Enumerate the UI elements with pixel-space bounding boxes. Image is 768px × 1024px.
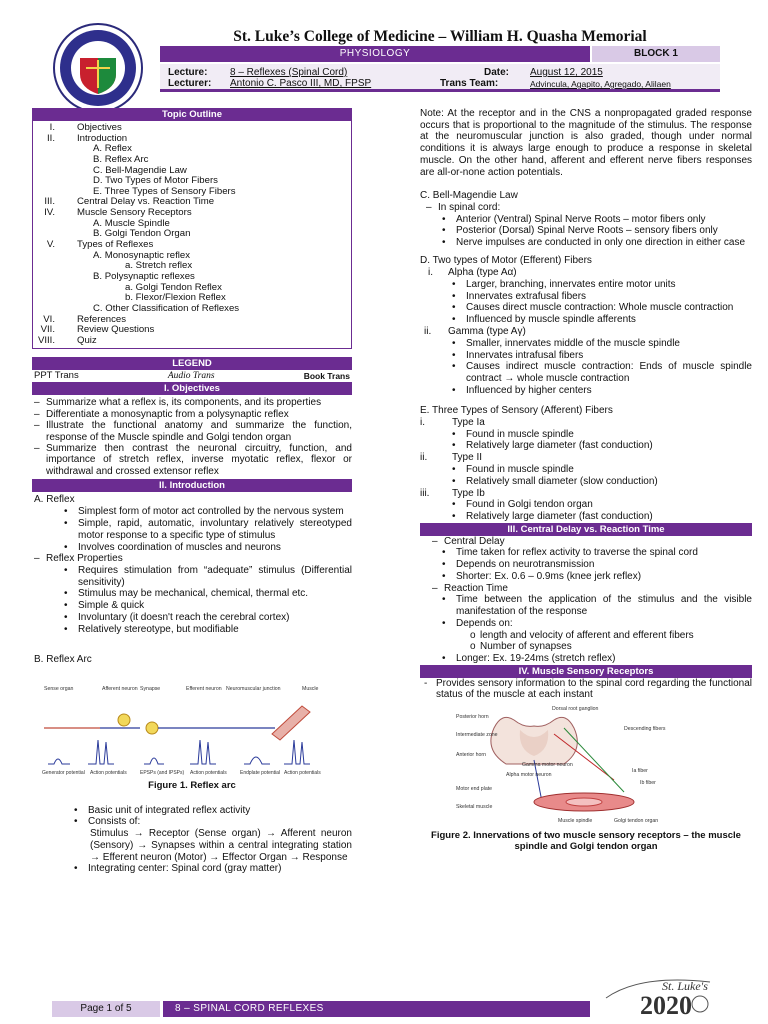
dash-marker: – <box>34 397 40 409</box>
bullet-marker: • <box>64 588 68 600</box>
bullet-marker: • <box>64 623 68 635</box>
sensory-fibers-heading: E. Three Types of Sensory (Afferent) Fibers <box>420 404 613 416</box>
muscle-receptors-label: Skeletal muscle <box>456 803 493 810</box>
bullet-item <box>420 571 752 583</box>
bullet-text: Shorter: Ex. 0.6 – 0.9ms (knee jerk reflex) <box>456 570 642 582</box>
lecture-value: 8 – Reflexes (Spinal Cord) <box>230 67 348 78</box>
bullet-marker: • <box>452 463 456 475</box>
rt-sub-2: o Number of synapses <box>470 641 572 653</box>
outline-item-text: C. Other Classification of Reflexes <box>93 302 240 314</box>
outline-item <box>37 336 351 347</box>
lecture-info <box>160 64 720 92</box>
outline-item-number <box>37 261 77 272</box>
bullet-text: Relatively large diameter (fast conduction) <box>466 511 653 523</box>
outline-item-number: V. <box>46 239 55 251</box>
outline-item <box>37 155 351 166</box>
dash-text: Differentiate a monosynaptic from a polysynaptic reflex <box>46 408 289 420</box>
date-value: August 12, 2015 <box>530 67 603 78</box>
bullet-item <box>420 429 752 441</box>
muscle-receptors-label: Ib fiber <box>640 779 656 786</box>
college-seal-logo <box>52 22 144 114</box>
bullet-item <box>420 279 752 291</box>
introduction-title: II. Introduction <box>32 479 352 492</box>
bullet-marker: • <box>442 237 446 249</box>
dash-item <box>32 420 352 443</box>
batch-2020-logo <box>600 968 718 1020</box>
bullet-text: Influenced by higher centers <box>466 384 592 396</box>
bullet-text: Influenced by muscle spindle afferents <box>466 314 636 326</box>
bullet-text: Innervates intrafusal fibers <box>466 349 584 361</box>
bullet-text: Innervates extrafusal fibers <box>466 290 587 302</box>
right-column <box>420 108 752 852</box>
outline-item-text: a. Golgi Tendon Reflex <box>125 281 222 293</box>
outline-item-text: Muscle Sensory Receptors <box>77 207 192 219</box>
reflex-arc-bottom-label: Endplate potential <box>240 769 281 776</box>
outline-item-text: A. Muscle Spindle <box>93 217 170 229</box>
footer-title: 8 – SPINAL CORD REFLEXES <box>163 1001 590 1017</box>
team-value: Advincula, Agapito, Agregado, Alilaen <box>530 79 671 89</box>
outline-item-text: C. Bell-Magendie Law <box>93 164 187 176</box>
outline-item <box>37 134 351 145</box>
reflex-list <box>32 506 352 553</box>
bullet-item <box>420 476 752 488</box>
bullet-item <box>420 314 752 326</box>
lecture-label: Lecture: <box>168 67 208 78</box>
college-name: St. Luke’s College of Medicine – William H. Quasha Memorial <box>233 28 647 45</box>
outline-item <box>37 240 351 251</box>
ib-list <box>420 499 752 523</box>
bullet-marker: • <box>442 547 446 559</box>
outline-item-number <box>37 272 77 283</box>
outline-item-number <box>37 166 77 177</box>
outline-item-number <box>37 304 77 315</box>
bullet-marker: • <box>64 600 68 612</box>
bullet-item <box>420 214 752 226</box>
dash-marker: – <box>34 408 40 420</box>
ia-heading-row: i. Type Ia <box>420 416 485 428</box>
outline-item-text: D. Two Types of Motor Fibers <box>93 175 218 187</box>
muscle-receptors-label: Anterior horn <box>456 751 486 758</box>
bullet-item <box>420 464 752 476</box>
outline-item-number: I. <box>49 122 55 133</box>
rt-heading-row: – Reaction Time <box>432 582 508 594</box>
bullet-text: Relatively small diameter (slow conduction) <box>466 475 658 487</box>
receptors-row: - Provides sensory information to the spinal cord regarding the functional status of the muscle at each instant <box>424 677 752 701</box>
outline-item-text: Introduction <box>77 132 128 144</box>
bullet-text: Simplest form of motor act controlled by the nervous system <box>78 506 344 518</box>
muscle-receptors-label: Muscle spindle <box>558 817 593 824</box>
bullet-text: Relatively large diameter (fast conduction) <box>466 440 653 452</box>
outline-item-text: B. Reflex Arc <box>93 153 149 165</box>
bullet-item <box>420 291 752 303</box>
outline-item-text: Types of Reflexes <box>77 239 154 251</box>
outline-item-number <box>37 251 77 262</box>
bullet-marker: • <box>442 594 446 606</box>
bullet-item <box>32 624 352 636</box>
figure-muscle-receptors <box>454 704 704 828</box>
bullet-marker: • <box>452 361 456 373</box>
outline-item-number <box>37 176 77 187</box>
outline-item-number: VII. <box>40 324 55 336</box>
topic-outline-title: Topic Outline <box>32 108 352 121</box>
figure1-caption: Figure 1. Reflex arc <box>148 779 236 791</box>
outline-item-number <box>37 155 77 166</box>
outline-item-text: B. Golgi Tendon Organ <box>93 228 191 240</box>
outline-item-number: IV. <box>44 207 55 219</box>
muscle-receptors-label: Intermediate zone <box>456 731 498 738</box>
dash-text: Summarize what a reflex is, its components, and its properties <box>46 397 322 409</box>
page-number: Page 1 of 5 <box>52 1001 160 1017</box>
bullet-item <box>420 225 752 237</box>
outline-item-number: VI. <box>43 313 55 325</box>
outline-item <box>37 219 351 230</box>
bullet-text: Involves coordination of muscles and neurons <box>78 541 281 553</box>
muscle-receptors-label: Posterior horn <box>456 713 489 720</box>
bullet-text: Larger, branching, innervates entire motor units <box>466 278 676 290</box>
bullet-text: Relatively stereotype, but modifiable <box>78 623 239 635</box>
muscle-receptors-label: Descending fibers <box>624 725 666 732</box>
bullet-item <box>32 565 352 589</box>
figure2-caption: Figure 2. Innervations of two muscle sensory receptors – the muscle spindle and Golgi tendon organ <box>431 829 741 852</box>
team-label: Trans Team: <box>440 78 499 89</box>
muscle-receptors-label: Motor end plate <box>456 785 493 792</box>
outline-item <box>37 208 351 219</box>
bullet-text: Posterior (Dorsal) Spinal Nerve Roots – sensory fibers only <box>456 225 718 237</box>
outline-item-number: VIII. <box>37 334 55 346</box>
legend-row <box>32 370 352 382</box>
bullet-marker: • <box>64 541 68 553</box>
bullet-item <box>420 361 752 385</box>
bullet-text: Found in muscle spindle <box>466 428 574 440</box>
outline-item-text: B. Polysynaptic reflexes <box>93 270 195 282</box>
props-list <box>32 565 352 636</box>
bullet-item <box>420 237 752 249</box>
legend-title: LEGEND <box>32 357 352 370</box>
date-label: Date: <box>484 67 510 78</box>
bullet-text: Simple, rapid, automatic, involuntary relatively stereotyped motor response to a specific type of stimulus <box>78 518 352 541</box>
outline-item-number <box>37 187 77 198</box>
footer-logo-text: St. Luke's <box>662 979 708 993</box>
bullet-marker: • <box>452 440 456 452</box>
bullet-marker: • <box>452 511 456 523</box>
bullet-text: Nerve impulses are conducted in only one direction in either case <box>456 237 746 249</box>
bullet-marker: • <box>452 384 456 396</box>
ii-heading-row: ii. Type II <box>420 452 483 464</box>
bullet-marker: • <box>64 564 68 576</box>
bullet-text: Causes direct muscle contraction: Whole muscle contraction <box>466 302 734 314</box>
muscle-receptors-label: Ia fiber <box>632 767 648 774</box>
dash-item <box>32 397 352 408</box>
props-heading: Reflex Properties <box>46 553 123 565</box>
bullet-text: Requires stimulation from “adequate” stimulus (Differential sensitivity) <box>78 564 352 588</box>
muscle-receptors-label: Gamma motor neuron <box>522 761 573 768</box>
bullet-text: Involuntary (it doesn't reach the cerebral cortex) <box>78 612 290 624</box>
legend-audio: Audio Trans <box>167 371 215 382</box>
bullet-item <box>420 385 752 397</box>
motor-fibers-heading: D. Two types of Motor (Efferent) Fibers <box>420 255 592 267</box>
outline-item <box>37 304 351 315</box>
reflex-arc-top-label: Efferent neuron <box>186 685 222 692</box>
bullet-marker: • <box>442 225 446 237</box>
outline-item-text: A. Reflex <box>93 143 132 155</box>
bullet-text: Depends on neurotransmission <box>456 559 595 571</box>
bullet-item <box>420 350 752 362</box>
bullet-marker: • <box>452 290 456 302</box>
gamma-list <box>420 338 752 397</box>
dash-item <box>32 443 352 477</box>
rt-list <box>420 594 752 629</box>
bullet-item <box>420 618 752 630</box>
central-delay-title: III. Central Delay vs. Reaction Time <box>420 523 752 536</box>
cd-list <box>420 547 752 582</box>
bullet-marker: • <box>452 278 456 290</box>
reflex-arc-bottom-labels <box>42 770 321 776</box>
bell-sub-row: – In spinal cord: <box>426 202 501 214</box>
outline-item <box>37 272 351 283</box>
legend-book: Book Trans <box>303 371 350 382</box>
bullet-marker: • <box>442 570 446 582</box>
bullet-text: Causes indirect muscle contraction: Ends of muscle spindle contract → whole muscle contraction <box>466 361 752 385</box>
footer-logo-year: 2020 <box>640 991 692 1020</box>
ia-list <box>420 429 752 453</box>
reflex-arc-top-label: Afferent neuron <box>102 685 138 692</box>
note-paragraph: Note: At the receptor and in the CNS a nonpropagated graded response occurs that is proportional to the magnitude of the stimulus. The response at the neuromuscular junction is also graded, though under normal conditions it is always large enough to produce a response in skeletal muscle. On the other hand, afferent and efferent nerve fibers responses are all-or-none action potentials. <box>420 108 752 178</box>
dash-marker: – <box>34 420 40 432</box>
objectives-list <box>32 397 352 477</box>
bullet-item <box>420 511 752 523</box>
rt-sub-1: o length and velocity of afferent and efferent fibers <box>470 629 694 641</box>
reflex-arc-bottom-label: EPSPs (and IPSPs) <box>140 769 185 776</box>
bullet-text: Smaller, innervates middle of the muscle spindle <box>466 337 680 349</box>
outline-item-text: b. Flexor/Flexion Reflex <box>125 292 226 304</box>
arc-item-2: • Consists of: <box>74 816 141 828</box>
bullet-marker: • <box>442 213 446 225</box>
reflex-arc-heading: B. Reflex Arc <box>34 653 92 665</box>
bullet-marker: • <box>452 475 456 487</box>
bell-list <box>420 214 752 249</box>
reflex-heading: A. Reflex <box>34 494 75 506</box>
bullet-marker: • <box>452 337 456 349</box>
bullet-marker: • <box>64 612 68 624</box>
ib-heading-row: iii. Type Ib <box>420 487 485 499</box>
muscle-receptors-label: Golgi tendon organ <box>614 817 659 824</box>
muscle-receptors-title: IV. Muscle Sensory Receptors <box>420 665 752 678</box>
alpha-list <box>420 279 752 326</box>
outline-item-number <box>37 283 77 294</box>
bullet-item <box>420 338 752 350</box>
bullet-marker: • <box>452 349 456 361</box>
legend-ppt: PPT Trans <box>34 370 79 382</box>
reflex-arc-bottom-label: Action potentials <box>284 769 321 776</box>
cd-heading-row: – Central Delay <box>432 535 505 547</box>
bullet-marker: • <box>452 314 456 326</box>
bullet-text: Found in Golgi tendon organ <box>466 499 593 511</box>
bullet-text: Depends on: <box>456 617 513 629</box>
outline-item-number <box>37 219 77 230</box>
outline-item-text: E. Three Types of Sensory Fibers <box>93 185 236 197</box>
outline-item-number <box>37 293 77 304</box>
reflex-arc-top-label: Neuromuscular junction <box>226 685 281 692</box>
lecturer-value: Antonio C. Pasco III, MD, FPSP <box>230 78 372 89</box>
props-heading-row: – Reflex Properties <box>32 553 352 564</box>
subject-bar: PHYSIOLOGY <box>160 46 590 62</box>
muscle-receptors-label: Alpha motor neuron <box>506 771 552 778</box>
bullet-text: Stimulus may be mechanical, chemical, thermal etc. <box>78 588 309 600</box>
reflex-arc-bottom-label: Action potentials <box>190 769 227 776</box>
outline-item-text: Objectives <box>77 122 122 133</box>
rt-last: • Longer: Ex. 19-24ms (stretch reflex) <box>442 653 616 665</box>
outline-item-number <box>37 144 77 155</box>
topic-outline <box>32 121 352 349</box>
ii-list <box>420 464 752 488</box>
outline-item-text: Quiz <box>77 334 97 346</box>
lecturer-label: Lecturer: <box>168 78 212 89</box>
bullet-marker: • <box>452 428 456 440</box>
bullet-item <box>420 499 752 511</box>
bullet-text: Simple & quick <box>78 600 145 612</box>
outline-item-number: III. <box>44 196 55 208</box>
bullet-marker: • <box>452 499 456 511</box>
reflex-arc-top-label: Synapse <box>140 685 161 692</box>
outline-item <box>37 251 351 262</box>
bullet-item <box>32 542 352 554</box>
bullet-marker: • <box>442 617 446 629</box>
bullet-item <box>420 302 752 314</box>
gamma-heading-row: ii. Gamma (type Aγ) <box>424 326 526 337</box>
reflex-arc-top-labels <box>44 686 319 692</box>
block-bar: BLOCK 1 <box>592 46 720 62</box>
bullet-text: Found in muscle spindle <box>466 463 574 475</box>
reflex-arc-top-label: Muscle <box>302 685 319 692</box>
bullet-text: Anterior (Ventral) Spinal Nerve Roots – motor fibers only <box>456 213 706 225</box>
bullet-text: Time between the application of the stimulus and the visible manifestation of the response <box>456 594 752 617</box>
outline-item <box>37 144 351 155</box>
dash-item <box>32 409 352 420</box>
dash-text: Illustrate the functional anatomy and summarize the function, response of the Muscle spindle and Golgi tendon organ <box>46 420 352 443</box>
bullet-item <box>420 547 752 559</box>
objectives-title: I. Objectives <box>32 382 352 395</box>
bell-magendie-heading: C. Bell-Magendie Law <box>420 190 518 202</box>
alpha-heading-row: i. Alpha (type Aα) <box>428 267 517 279</box>
arc-item-3: • Integrating center: Spinal cord (gray matter) <box>74 863 282 875</box>
bullet-item <box>32 506 352 518</box>
bullet-marker: • <box>442 559 446 571</box>
muscle-receptors-label: Dorsal root ganglion <box>552 705 599 712</box>
left-column <box>32 108 352 875</box>
figure-reflex-arc <box>40 682 340 778</box>
bullet-item <box>32 600 352 612</box>
bullet-item <box>32 612 352 624</box>
outline-item-text: References <box>77 313 127 325</box>
dash-marker: – <box>34 443 40 455</box>
outline-item-text: A. Monosynaptic reflex <box>93 249 191 261</box>
outline-item-text: a. Stretch reflex <box>125 260 193 272</box>
outline-item-number: II. <box>47 132 55 144</box>
dash-text: Summarize then contrast the neuronal circuitry, function, and importance of stretch reflex, inverse myotatic reflex, flexor or withdrawal and crossed extensor reflex <box>46 443 352 477</box>
outline-item-number <box>37 229 77 240</box>
bullet-marker: • <box>64 506 68 518</box>
reflex-arc-top-label: Sense organ <box>44 685 74 692</box>
bullet-item <box>420 594 752 618</box>
outline-item-text: Central Delay vs. Reaction Time <box>77 196 215 208</box>
reflex-arc-bottom-label: Action potentials <box>90 769 127 776</box>
bullet-text: Time taken for reflex activity to traverse the spinal cord <box>456 547 698 559</box>
bullet-marker: • <box>452 302 456 314</box>
bullet-item <box>32 588 352 600</box>
arc-chain: Stimulus → Receptor (Sense organ) → Afferent neuron (Sensory) → Synapses within a central integrating station → Efferent neuron (Motor) → Effector Organ → Response <box>90 828 352 863</box>
arc-item-1: • Basic unit of integrated reflex activity <box>74 804 251 816</box>
reflex-arc-bottom-label: Generator potential <box>42 769 85 776</box>
bullet-item <box>32 518 352 542</box>
outline-item-text: Review Questions <box>77 324 155 336</box>
bullet-item <box>420 559 752 571</box>
bullet-marker: • <box>64 518 68 530</box>
bullet-item <box>420 440 752 452</box>
